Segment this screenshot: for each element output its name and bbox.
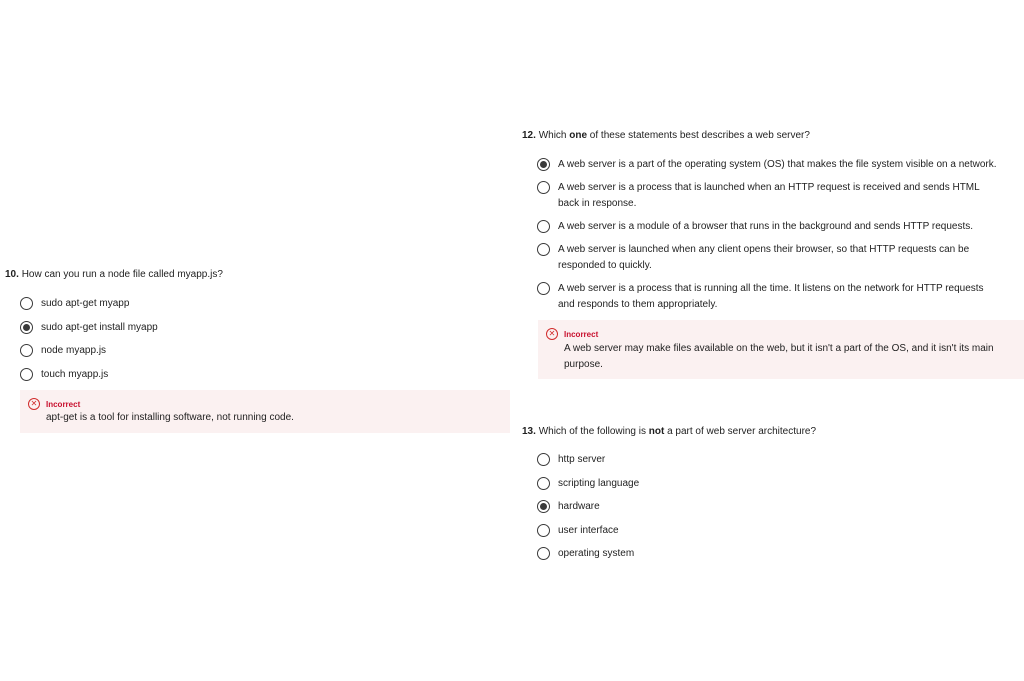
question-10-title xyxy=(5,268,223,281)
question-text-after: a part of web server architecture? xyxy=(664,426,817,437)
q10-feedback xyxy=(20,390,510,433)
radio-button[interactable] xyxy=(20,344,33,357)
radio-button[interactable] xyxy=(537,243,550,256)
option-label: A web server is a process that is launched when an HTTP request is received and sends HTML back in response. xyxy=(558,182,980,209)
radio-button[interactable] xyxy=(20,297,33,310)
q13-option-5[interactable] xyxy=(537,546,634,562)
option-label: touch myapp.js xyxy=(41,369,109,380)
question-text-emphasis: one xyxy=(569,130,588,141)
option-label: node myapp.js xyxy=(41,345,107,356)
question-13 xyxy=(522,425,816,438)
radio-button-selected[interactable] xyxy=(537,500,550,513)
feedback-message: A web server may make files available on the web, but it isn't a part of the OS, and it isn't its main purpose. xyxy=(564,343,994,370)
question-text-before: Which xyxy=(538,130,570,141)
x-circle-icon: ✕ xyxy=(28,398,40,410)
q12-option-3[interactable] xyxy=(537,219,1017,235)
option-label: A web server is a process that is running all the time. It listens on the network for HTTP requests and responds to them appropriately. xyxy=(558,283,984,310)
option-label: scripting language xyxy=(558,478,640,489)
question-12-title xyxy=(522,129,810,142)
q13-option-2[interactable] xyxy=(537,476,639,492)
question-text-before: Which of the following is xyxy=(538,426,649,437)
question-text-after: of these statements best describes a web server? xyxy=(587,130,810,141)
question-10 xyxy=(5,268,223,281)
option-label: user interface xyxy=(558,525,619,536)
radio-button[interactable] xyxy=(537,524,550,537)
question-text: How can you run a node file called myapp.js? xyxy=(21,269,223,280)
radio-button[interactable] xyxy=(537,282,550,295)
option-label: http server xyxy=(558,454,606,465)
option-label: sudo apt-get myapp xyxy=(41,298,130,309)
question-number: 10. xyxy=(5,269,19,280)
q12-option-5[interactable] xyxy=(537,281,997,312)
radio-button[interactable] xyxy=(537,453,550,466)
q12-feedback xyxy=(538,320,1024,379)
question-number: 13. xyxy=(522,426,536,437)
option-label: A web server is a part of the operating system (OS) that makes the file system visible on a network. xyxy=(558,159,997,170)
feedback-message: apt-get is a tool for installing software, not running code. xyxy=(46,412,294,423)
radio-button-selected[interactable] xyxy=(537,158,550,171)
question-13-title xyxy=(522,425,816,438)
feedback-status: Incorrect xyxy=(564,329,599,339)
q10-option-4[interactable] xyxy=(20,367,108,383)
q12-option-4[interactable] xyxy=(537,242,1017,273)
radio-button-selected[interactable] xyxy=(20,321,33,334)
radio-button[interactable] xyxy=(537,547,550,560)
radio-button[interactable] xyxy=(20,368,33,381)
option-label: hardware xyxy=(558,501,600,512)
radio-button[interactable] xyxy=(537,220,550,233)
radio-button[interactable] xyxy=(537,477,550,490)
feedback-status: Incorrect xyxy=(46,399,81,409)
q13-option-1[interactable] xyxy=(537,452,605,468)
question-12 xyxy=(522,129,810,142)
q13-option-4[interactable] xyxy=(537,523,619,539)
q10-option-3[interactable] xyxy=(20,343,106,359)
q13-option-3[interactable] xyxy=(537,499,600,515)
q12-option-2[interactable] xyxy=(537,180,999,211)
option-label: sudo apt-get install myapp xyxy=(41,322,158,333)
radio-button[interactable] xyxy=(537,181,550,194)
option-label: A web server is launched when any client opens their browser, so that HTTP requests can be responded to quickly. xyxy=(558,244,970,271)
x-circle-icon: ✕ xyxy=(546,328,558,340)
q10-option-1[interactable] xyxy=(20,296,129,312)
question-text-emphasis: not xyxy=(648,426,665,437)
option-label: A web server is a module of a browser that runs in the background and sends HTTP requests. xyxy=(558,221,974,232)
option-label: operating system xyxy=(558,548,635,559)
q12-option-1[interactable] xyxy=(537,157,1017,173)
question-number: 12. xyxy=(522,130,536,141)
q10-option-2[interactable] xyxy=(20,320,158,336)
